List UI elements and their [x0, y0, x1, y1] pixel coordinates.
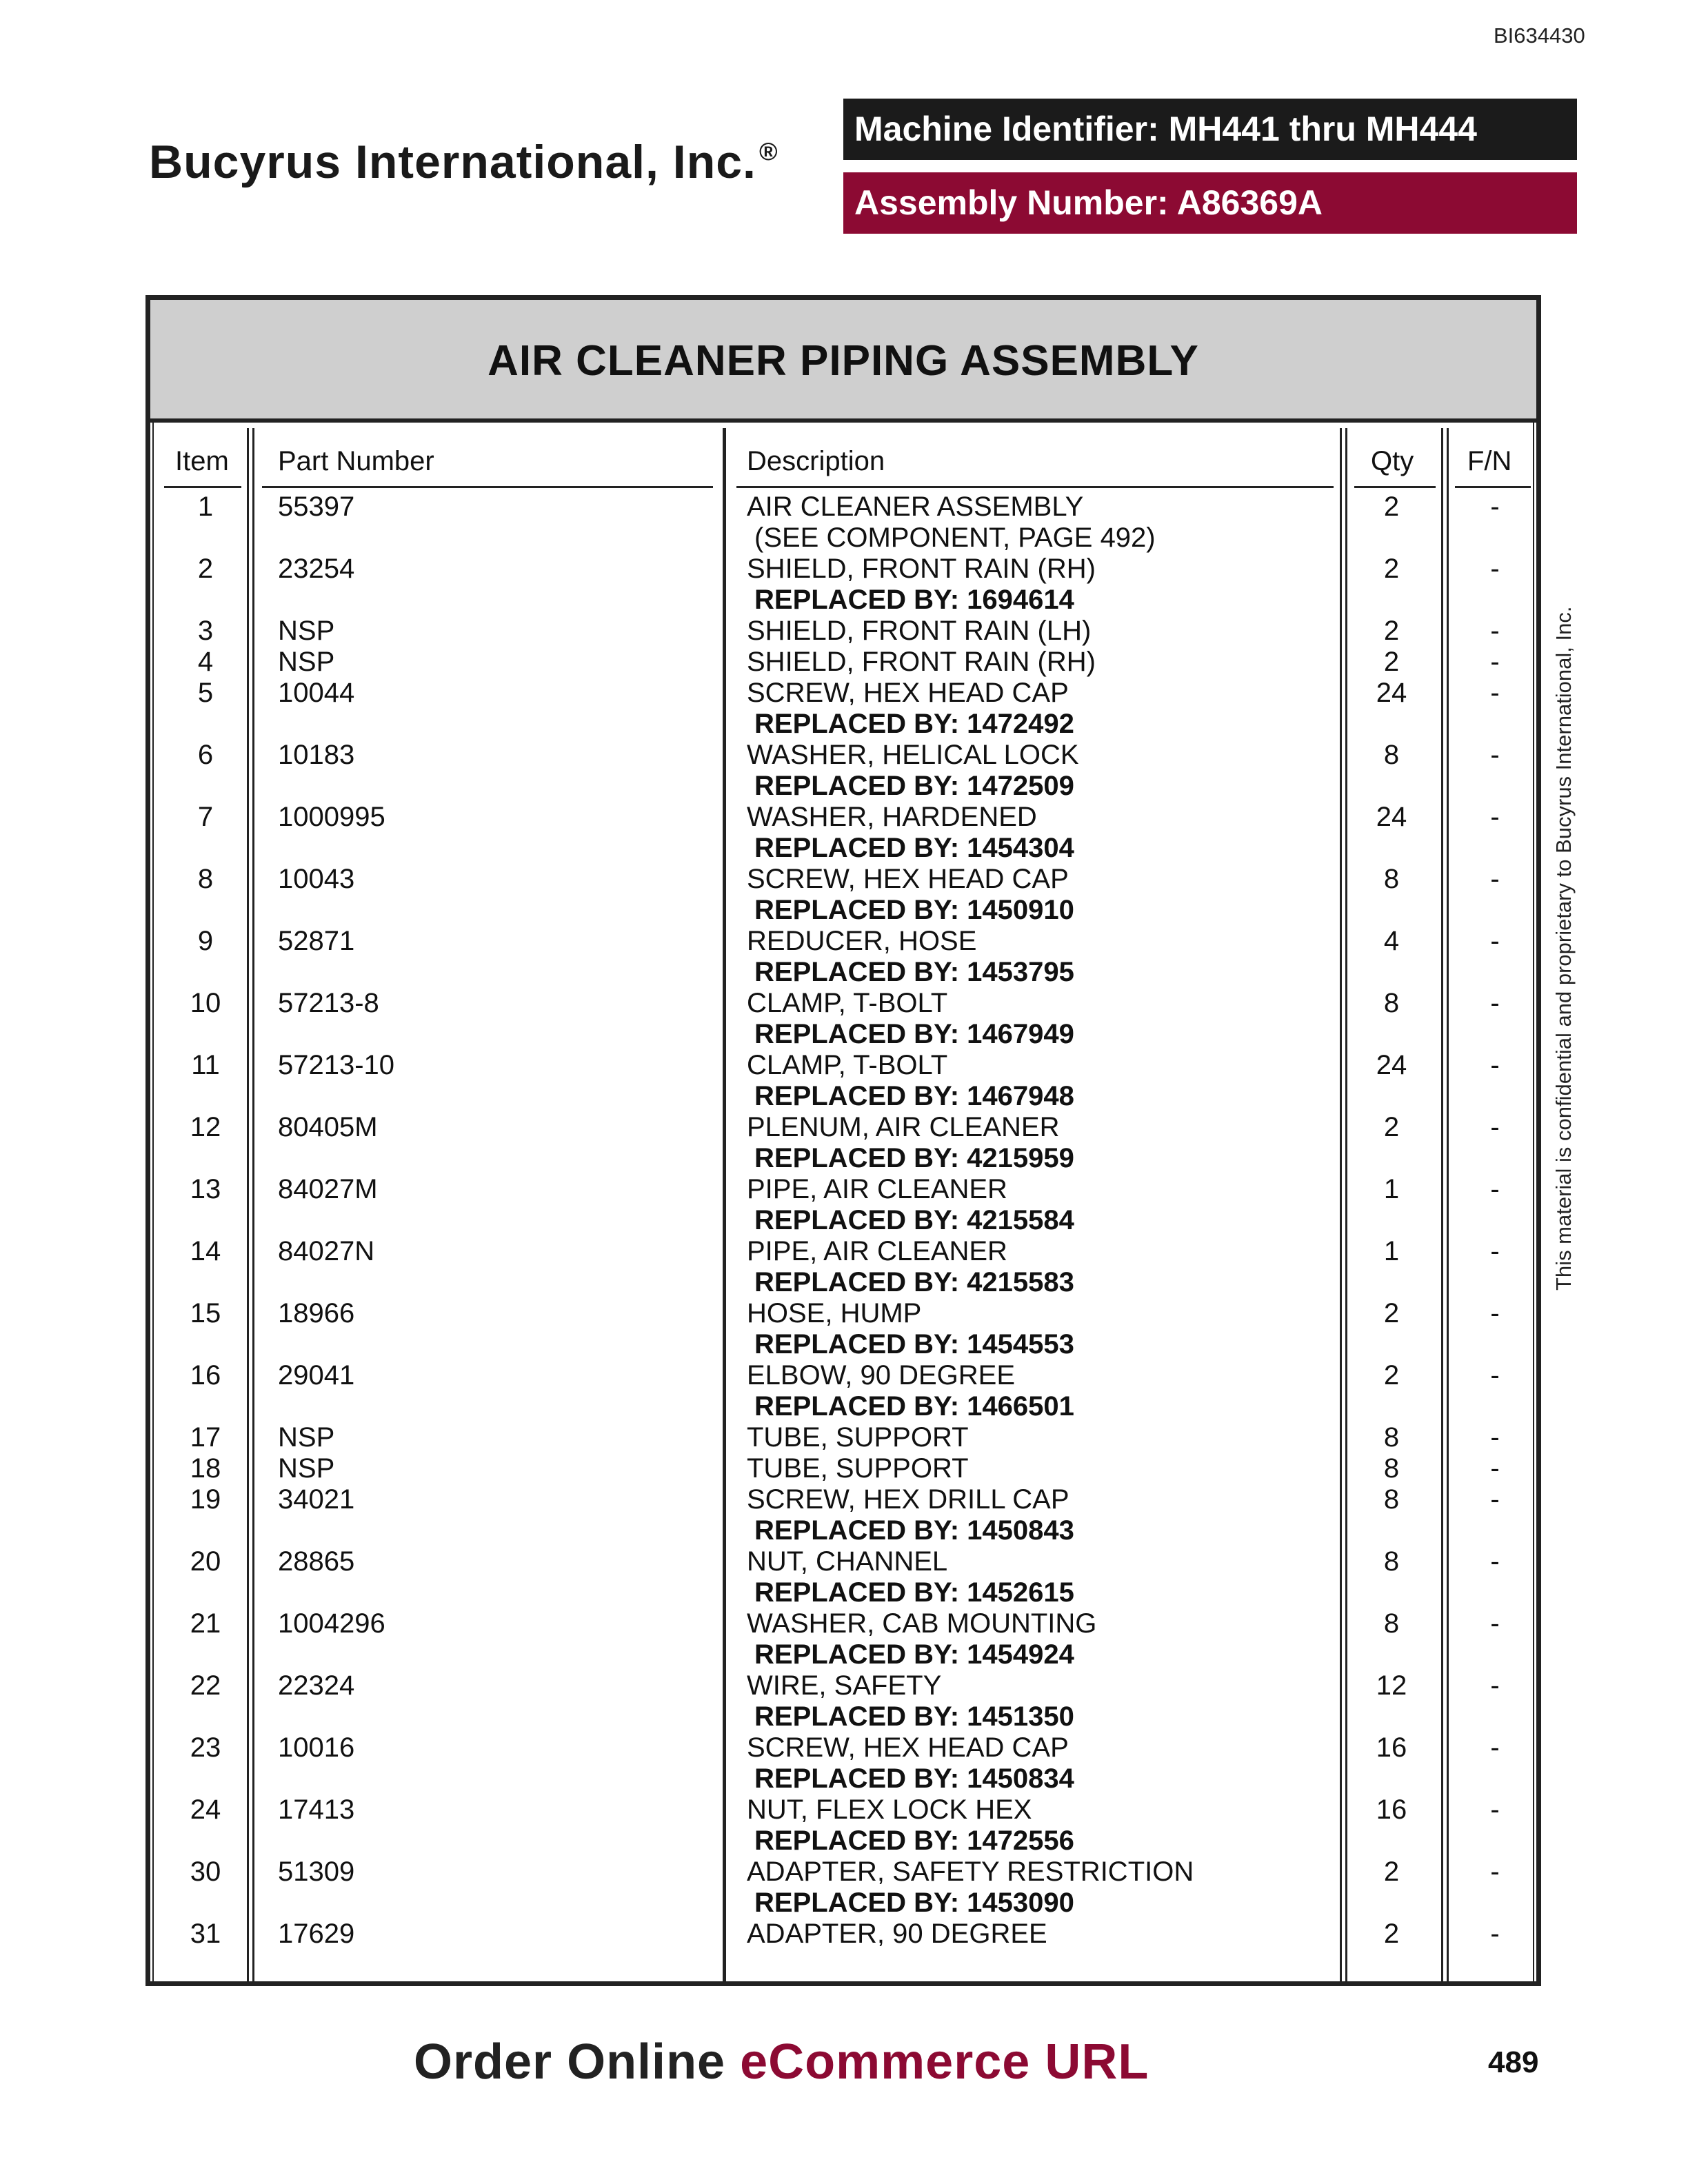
part-number-cell: NSP: [278, 1422, 335, 1453]
description-subline: [150, 1329, 1536, 1360]
item-cell: 6: [197, 740, 214, 770]
fn-cell: -: [1490, 1484, 1500, 1515]
description-cell: SHIELD, FRONT RAIN (RH): [747, 554, 1096, 584]
table-row: [150, 1360, 1536, 1422]
part-number-cell: 10016: [278, 1732, 355, 1763]
qty-cell: 8: [1383, 740, 1400, 770]
component-reference-note: (SEE COMPONENT, PAGE 492): [754, 523, 1156, 553]
table-row: [150, 1298, 1536, 1359]
qty-cell: 8: [1383, 1546, 1400, 1577]
description-cell: WASHER, HARDENED: [747, 802, 1037, 832]
fn-cell: -: [1490, 1857, 1500, 1887]
company-name-text: Bucyrus International, Inc.: [149, 136, 756, 188]
description-subline: [150, 1019, 1536, 1050]
table-row: [150, 1732, 1536, 1794]
description-subline: [150, 1763, 1536, 1794]
qty-cell: 8: [1383, 1484, 1400, 1515]
part-number-cell: 1004296: [278, 1608, 385, 1639]
item-cell: 19: [190, 1484, 221, 1515]
description-cell: ADAPTER, 90 DEGREE: [747, 1919, 1047, 1949]
item-cell: 4: [197, 647, 214, 677]
table-row: [150, 1236, 1536, 1297]
description-subline: [150, 1888, 1536, 1919]
table-row: [150, 1794, 1536, 1856]
description-cell: SHIELD, FRONT RAIN (RH): [747, 647, 1096, 677]
document-id: BI634430: [1494, 23, 1585, 48]
table-row: [150, 1670, 1536, 1732]
fn-cell: -: [1490, 926, 1500, 956]
description-cell: WASHER, CAB MOUNTING: [747, 1608, 1097, 1639]
part-number-cell: 23254: [278, 554, 355, 584]
table-row: [150, 1857, 1536, 1918]
part-number-cell: 10183: [278, 740, 355, 770]
item-cell: 30: [190, 1857, 221, 1887]
qty-cell: 2: [1383, 1857, 1400, 1887]
qty-cell: 24: [1376, 1050, 1407, 1080]
fn-cell: -: [1490, 988, 1500, 1018]
table-row: [150, 926, 1536, 987]
description-subline: [150, 1267, 1536, 1298]
replaced-by-note: REPLACED BY: 4215583: [754, 1267, 1074, 1297]
replaced-by-note: REPLACED BY: 1450843: [754, 1515, 1074, 1546]
description-subline: [150, 771, 1536, 802]
description-subline: [150, 1515, 1536, 1546]
replaced-by-note: REPLACED BY: 1453090: [754, 1888, 1074, 1918]
qty-cell: 2: [1383, 647, 1400, 677]
description-cell: CLAMP, T-BOLT: [747, 1050, 948, 1080]
parts-table-panel: [145, 295, 1541, 1986]
item-cell: 24: [190, 1794, 221, 1825]
replaced-by-note: REPLACED BY: 1466501: [754, 1391, 1074, 1422]
item-cell: 23: [190, 1732, 221, 1763]
replaced-by-note: REPLACED BY: 1472509: [754, 771, 1074, 801]
header-rule-fn: [1455, 486, 1531, 488]
description-cell: CLAMP, T-BOLT: [747, 988, 948, 1018]
item-cell: 21: [190, 1608, 221, 1639]
qty-cell: 2: [1383, 1919, 1400, 1949]
table-row: [150, 1546, 1536, 1608]
item-cell: 1: [197, 492, 214, 522]
fn-cell: -: [1490, 864, 1500, 894]
item-cell: 7: [197, 802, 214, 832]
item-cell: 9: [197, 926, 214, 956]
part-number-cell: 17629: [278, 1919, 355, 1949]
item-cell: 17: [190, 1422, 221, 1453]
part-number-cell: 17413: [278, 1794, 355, 1825]
part-number-cell: 80405M: [278, 1112, 378, 1142]
fn-cell: -: [1490, 1236, 1500, 1266]
part-number-cell: 57213-8: [278, 988, 379, 1018]
part-number-cell: NSP: [278, 1453, 335, 1484]
description-cell: TUBE, SUPPORT: [747, 1422, 969, 1453]
item-cell: 20: [190, 1546, 221, 1577]
part-number-cell: 29041: [278, 1360, 355, 1391]
qty-cell: 8: [1383, 988, 1400, 1018]
order-online-banner: [414, 2034, 1149, 2090]
fn-cell: -: [1490, 1050, 1500, 1080]
description-subline: [150, 523, 1536, 554]
qty-cell: 2: [1383, 492, 1400, 522]
description-cell: PLENUM, AIR CLEANER: [747, 1112, 1060, 1142]
replaced-by-note: REPLACED BY: 1694614: [754, 585, 1074, 615]
replaced-by-note: REPLACED BY: 1454304: [754, 833, 1074, 863]
header-item: Item: [175, 446, 229, 476]
replaced-by-note: REPLACED BY: 1453795: [754, 957, 1074, 987]
description-cell: SHIELD, FRONT RAIN (LH): [747, 616, 1092, 646]
item-cell: 11: [191, 1050, 220, 1080]
registered-mark: ®: [758, 137, 778, 165]
description-cell: AIR CLEANER ASSEMBLY: [747, 492, 1084, 522]
item-cell: 8: [197, 864, 214, 894]
part-number-cell: 1000995: [278, 802, 385, 832]
description-cell: REDUCER, HOSE: [747, 926, 977, 956]
fn-cell: -: [1490, 554, 1500, 584]
fn-cell: -: [1490, 1546, 1500, 1577]
table-row: [150, 1484, 1536, 1546]
replaced-by-note: REPLACED BY: 1450910: [754, 895, 1074, 925]
description-subline: [150, 1577, 1536, 1608]
fn-cell: -: [1490, 1360, 1500, 1391]
description-subline: [150, 957, 1536, 988]
description-cell: SCREW, HEX DRILL CAP: [747, 1484, 1069, 1515]
table-row: [150, 988, 1536, 1049]
fn-cell: -: [1490, 1453, 1500, 1484]
qty-cell: 2: [1383, 616, 1400, 646]
description-cell: HOSE, HUMP: [747, 1298, 922, 1328]
description-subline: [150, 1143, 1536, 1174]
replaced-by-note: REPLACED BY: 4215584: [754, 1205, 1074, 1235]
part-number-cell: 84027N: [278, 1236, 375, 1266]
qty-cell: 1: [1383, 1174, 1400, 1204]
description-subline: [150, 709, 1536, 740]
assembly-title: AIR CLEANER PIPING ASSEMBLY: [150, 300, 1536, 423]
qty-cell: 1: [1383, 1236, 1400, 1266]
description-cell: SCREW, HEX HEAD CAP: [747, 864, 1069, 894]
table-row: [150, 647, 1536, 678]
header-qty: Qty: [1371, 446, 1414, 476]
replaced-by-note: REPLACED BY: 1454924: [754, 1639, 1074, 1670]
fn-cell: -: [1490, 1112, 1500, 1142]
description-cell: TUBE, SUPPORT: [747, 1453, 969, 1484]
description-cell: SCREW, HEX HEAD CAP: [747, 1732, 1069, 1763]
qty-cell: 8: [1383, 1453, 1400, 1484]
replaced-by-note: REPLACED BY: 1467949: [754, 1019, 1074, 1049]
header-rule-part: [262, 486, 713, 488]
description-subline: [150, 585, 1536, 616]
page-number: 489: [1488, 2045, 1539, 2079]
part-number-cell: 34021: [278, 1484, 355, 1515]
description-cell: NUT, FLEX LOCK HEX: [747, 1794, 1032, 1825]
header-fn: F/N: [1467, 446, 1512, 476]
description-subline: [150, 833, 1536, 864]
description-subline: [150, 1701, 1536, 1732]
item-cell: 2: [197, 554, 214, 584]
fn-cell: -: [1490, 678, 1500, 708]
item-cell: 13: [190, 1174, 221, 1204]
table-row: [150, 554, 1536, 615]
qty-cell: 8: [1383, 864, 1400, 894]
table-row: [150, 1422, 1536, 1453]
table-row: [150, 616, 1536, 647]
replaced-by-note: REPLACED BY: 1467948: [754, 1081, 1074, 1111]
part-number-cell: NSP: [278, 647, 335, 677]
company-name: [149, 135, 778, 189]
qty-cell: 4: [1383, 926, 1400, 956]
assembly-number-banner: Assembly Number: A86369A: [843, 172, 1577, 234]
table-row: [150, 1608, 1536, 1670]
item-cell: 3: [197, 616, 214, 646]
part-number-cell: 22324: [278, 1670, 355, 1701]
replaced-by-note: REPLACED BY: 1450834: [754, 1763, 1074, 1794]
qty-cell: 2: [1383, 1112, 1400, 1142]
fn-cell: -: [1490, 647, 1500, 677]
description-subline: [150, 1205, 1536, 1236]
part-number-cell: 52871: [278, 926, 355, 956]
table-row: [150, 1174, 1536, 1235]
description-subline: [150, 1081, 1536, 1112]
qty-cell: 2: [1383, 1298, 1400, 1328]
table-row: [150, 1112, 1536, 1173]
item-cell: 12: [190, 1112, 221, 1142]
part-number-cell: 55397: [278, 492, 355, 522]
qty-cell: 16: [1376, 1732, 1407, 1763]
description-cell: ADAPTER, SAFETY RESTRICTION: [747, 1857, 1194, 1887]
header-rule-qty: [1354, 486, 1436, 488]
fn-cell: -: [1490, 616, 1500, 646]
qty-cell: 8: [1383, 1422, 1400, 1453]
description-cell: PIPE, AIR CLEANER: [747, 1174, 1007, 1204]
table-row: [150, 492, 1536, 553]
description-subline: [150, 1391, 1536, 1422]
table-row: [150, 864, 1536, 925]
item-cell: 16: [190, 1360, 221, 1391]
fn-cell: -: [1490, 1670, 1500, 1701]
item-cell: 15: [190, 1298, 221, 1328]
replaced-by-note: REPLACED BY: 1452615: [754, 1577, 1074, 1608]
table-row: [150, 678, 1536, 739]
description-subline: [150, 895, 1536, 926]
part-number-cell: 28865: [278, 1546, 355, 1577]
description-cell: NUT, CHANNEL: [747, 1546, 948, 1577]
replaced-by-note: REPLACED BY: 1472556: [754, 1826, 1074, 1856]
fn-cell: -: [1490, 1919, 1500, 1949]
header-rule-desc: [736, 486, 1334, 488]
description-subline: [150, 1826, 1536, 1857]
header-rule-item: [164, 486, 241, 488]
qty-cell: 24: [1376, 678, 1407, 708]
machine-identifier-banner: Machine Identifier: MH441 thru MH444: [843, 99, 1577, 160]
table-row: [150, 1919, 1536, 1950]
table-row: [150, 802, 1536, 863]
description-cell: WIRE, SAFETY: [747, 1670, 942, 1701]
description-cell: PIPE, AIR CLEANER: [747, 1236, 1007, 1266]
replaced-by-note: REPLACED BY: 1454553: [754, 1329, 1074, 1359]
fn-cell: -: [1490, 1422, 1500, 1453]
fn-cell: -: [1490, 1298, 1500, 1328]
table-row: [150, 1050, 1536, 1111]
table-row: [150, 1453, 1536, 1484]
fn-cell: -: [1490, 1608, 1500, 1639]
item-cell: 18: [190, 1453, 221, 1484]
replaced-by-note: REPLACED BY: 1451350: [754, 1701, 1074, 1732]
qty-cell: 8: [1383, 1608, 1400, 1639]
fn-cell: -: [1490, 1732, 1500, 1763]
table-row: [150, 740, 1536, 801]
fn-cell: -: [1490, 1174, 1500, 1204]
fn-cell: -: [1490, 802, 1500, 832]
qty-cell: 16: [1376, 1794, 1407, 1825]
replaced-by-note: REPLACED BY: 4215959: [754, 1143, 1074, 1173]
part-number-cell: 10043: [278, 864, 355, 894]
header-description: Description: [747, 446, 885, 476]
qty-cell: 2: [1383, 554, 1400, 584]
part-number-cell: 18966: [278, 1298, 355, 1328]
part-number-cell: 10044: [278, 678, 355, 708]
header-part-number: Part Number: [278, 446, 434, 476]
description-cell: SCREW, HEX HEAD CAP: [747, 678, 1069, 708]
qty-cell: 24: [1376, 802, 1407, 832]
description-cell: WASHER, HELICAL LOCK: [747, 740, 1079, 770]
qty-cell: 12: [1376, 1670, 1407, 1701]
item-cell: 31: [190, 1919, 221, 1949]
part-number-cell: 57213-10: [278, 1050, 395, 1080]
fn-cell: -: [1490, 492, 1500, 522]
description-subline: [150, 1639, 1536, 1670]
item-cell: 14: [190, 1236, 221, 1266]
item-cell: 22: [190, 1670, 221, 1701]
fn-cell: -: [1490, 1794, 1500, 1825]
replaced-by-note: REPLACED BY: 1472492: [754, 709, 1074, 739]
item-cell: 5: [197, 678, 214, 708]
item-cell: 10: [190, 988, 221, 1018]
part-number-cell: 51309: [278, 1857, 355, 1887]
qty-cell: 2: [1383, 1360, 1400, 1391]
fn-cell: -: [1490, 740, 1500, 770]
description-cell: ELBOW, 90 DEGREE: [747, 1360, 1016, 1391]
ecommerce-url-link[interactable]: eCommerce URL: [740, 2034, 1149, 2090]
order-online-text: Order Online: [414, 2034, 726, 2090]
part-number-cell: NSP: [278, 616, 335, 646]
part-number-cell: 84027M: [278, 1174, 378, 1204]
confidentiality-note: This material is confidential and proprietary to Bucyrus International, Inc.: [1551, 606, 1576, 1291]
